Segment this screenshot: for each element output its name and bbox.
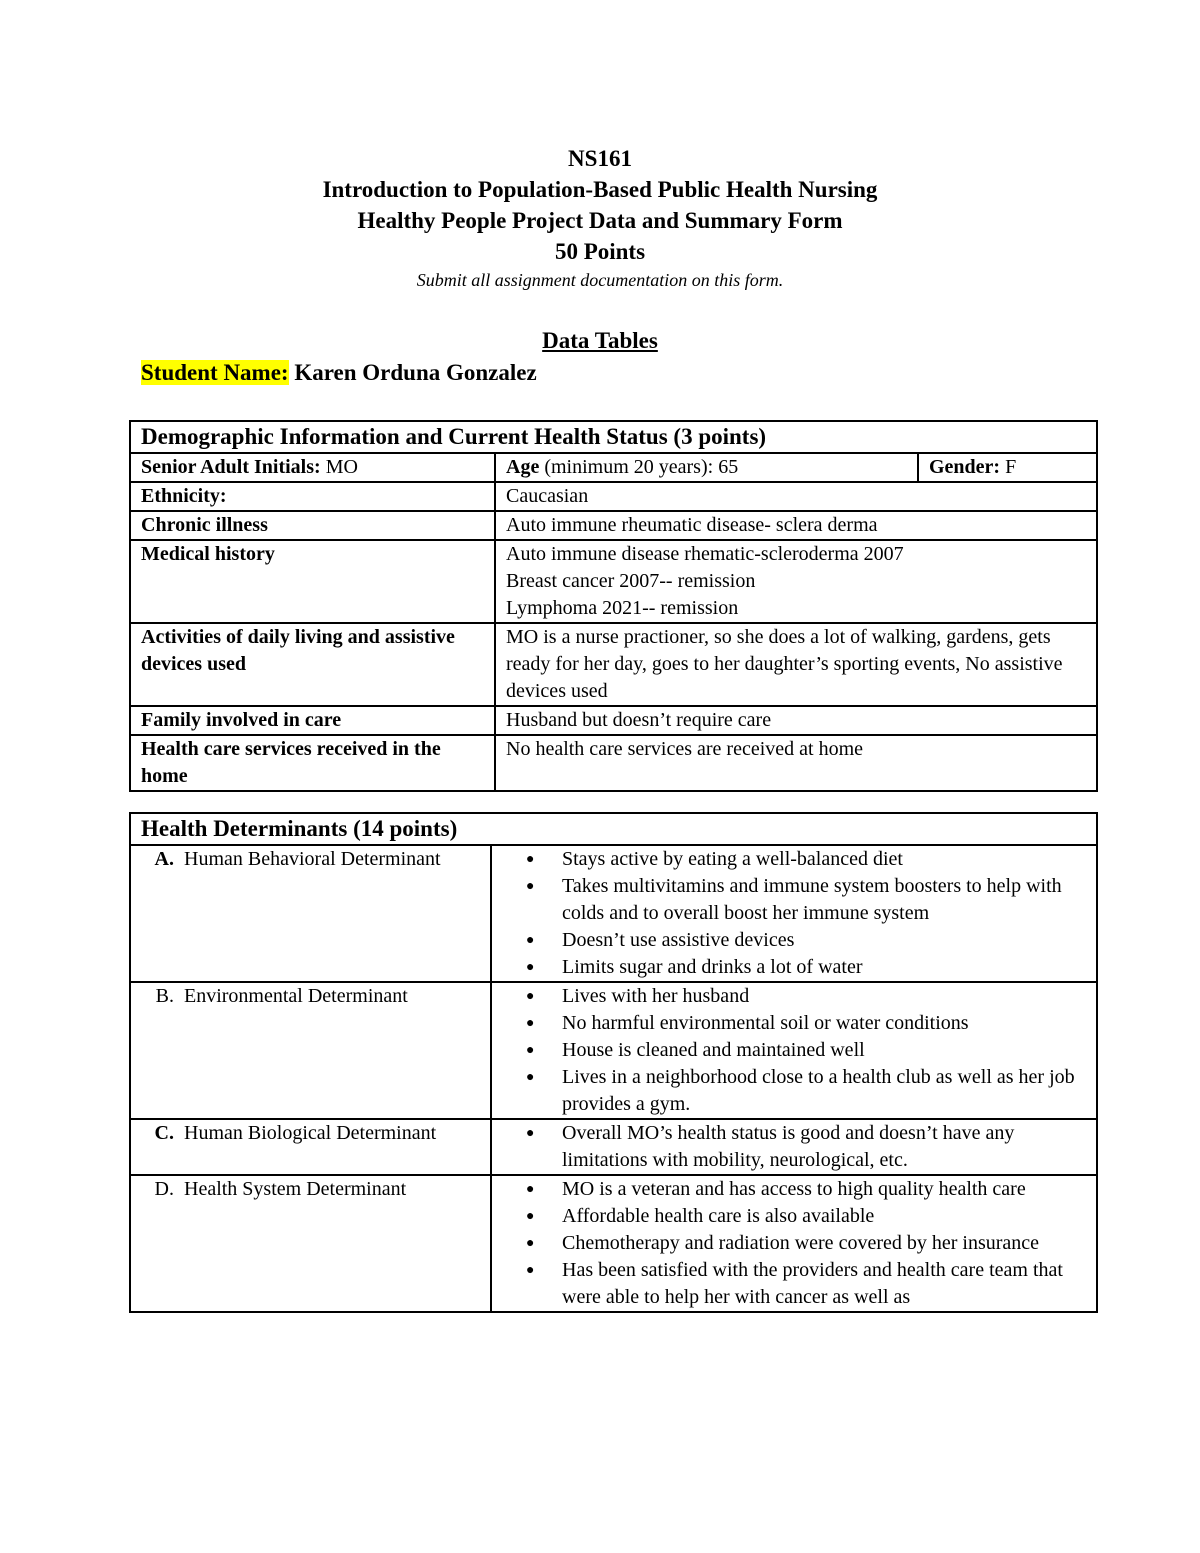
table-row [130,623,1097,706]
gender-label: Gender: [929,456,1001,478]
gender-value: F [1005,456,1017,478]
list-item: ● Stays active by eating a well-balanced diet [562,846,1086,873]
history-line: Breast cancer 2007-- remission [506,570,756,592]
determinant-items-cell [491,982,1097,1119]
table-row [130,845,1097,982]
determinant-items-cell [491,845,1097,982]
student-name-line [141,360,537,386]
table-row [130,540,1097,623]
instruction-text: Submit all assignment documentation on this form. [416,270,784,290]
list-item: ● Doesn’t use assistive devices [562,927,1086,954]
gender-cell [918,453,1097,482]
determinants-table-title: Health Determinants (14 points) [130,813,1097,845]
determinants-table [129,812,1098,1313]
determinant-label: Health System Determinant [184,1178,407,1200]
list-item: ● Takes multivitamins and immune system boosters to help with colds and to overall boost her immune system [562,873,1086,927]
determinant-label-cell [130,1175,491,1312]
row-value: MO is a nurse practioner, so she does a lot of walking, gardens, gets ready for her day, goes to her daughter’s sporting events, No assistive devices used [495,623,1097,706]
form-title: Healthy People Project Data and Summary Form [357,208,843,233]
row-label: Health care services received in the home [130,735,495,791]
list-item: ● Has been satisfied with the providers and health care team that were able to help her with cancer as well as [562,1257,1086,1311]
list-item: ● Lives with her husband [562,983,1086,1010]
initials-value: MO [325,456,358,478]
row-value: Auto immune rheumatic disease- sclera derma [495,511,1097,540]
determinant-letter: C. [154,1122,174,1144]
determinant-letter: B. [155,985,174,1007]
row-label: Family involved in care [130,706,495,735]
row-label: Activities of daily living and assistive devices used [130,623,495,706]
data-tables-heading: Data Tables [542,328,658,353]
course-code: NS161 [568,146,632,171]
list-item: ● Overall MO’s health status is good and doesn’t have any limitations with mobility, neurological, etc. [562,1120,1086,1174]
age-label: Age [506,456,540,478]
initials-cell [130,453,495,482]
determinant-label: Human Biological Determinant [184,1122,437,1144]
row-value: No health care services are received at home [495,735,1097,791]
age-note: (minimum 20 years): [544,456,714,478]
list-item: ● Lives in a neighborhood close to a health club as well as her job provides a gym. [562,1064,1086,1118]
history-line: Lymphoma 2021-- remission [506,597,739,619]
row-label: Chronic illness [130,511,495,540]
determinant-letter: A. [154,848,174,870]
list-item: ● Affordable health care is also available [562,1203,1086,1230]
table-row [130,706,1097,735]
row-value: Caucasian [495,482,1097,511]
determinant-items-cell [491,1119,1097,1175]
list-item: ● Chemotherapy and radiation were covered by her insurance [562,1230,1086,1257]
determinant-label-cell [130,1119,491,1175]
table-row [130,982,1097,1119]
table-row [130,1119,1097,1175]
row-value: Husband but doesn’t require care [495,706,1097,735]
demographic-table-title: Demographic Information and Current Health Status (3 points) [130,421,1097,453]
age-cell [495,453,918,482]
history-line: Auto immune disease rhematic-scleroderma 2007 [506,543,904,565]
initials-label: Senior Adult Initials: [141,456,321,478]
determinant-label-cell [130,982,491,1119]
table-row [130,735,1097,791]
determinant-label-cell [130,845,491,982]
list-item: ● House is cleaned and maintained well [562,1037,1086,1064]
age-value: 65 [718,456,739,478]
determinant-items-cell [491,1175,1097,1312]
student-name-label: Student Name: [141,360,289,385]
points-total: 50 Points [554,239,646,264]
course-title: Introduction to Population-Based Public Health Nursing [322,177,878,202]
row-value [495,540,1097,623]
row-label: Ethnicity: [130,482,495,511]
student-name-value: Karen Orduna Gonzalez [294,360,537,385]
list-item: ● No harmful environmental soil or water conditions [562,1010,1086,1037]
row-label: Medical history [130,540,495,623]
demographic-table [129,420,1098,792]
list-item: ● MO is a veteran and has access to high quality health care [562,1176,1086,1203]
table-row [130,1175,1097,1312]
determinant-label: Human Behavioral Determinant [184,848,441,870]
table-row [130,511,1097,540]
table-row [130,482,1097,511]
list-item: ● Limits sugar and drinks a lot of water [562,954,1086,981]
determinant-letter: D. [154,1178,174,1200]
determinant-label: Environmental Determinant [184,985,408,1007]
